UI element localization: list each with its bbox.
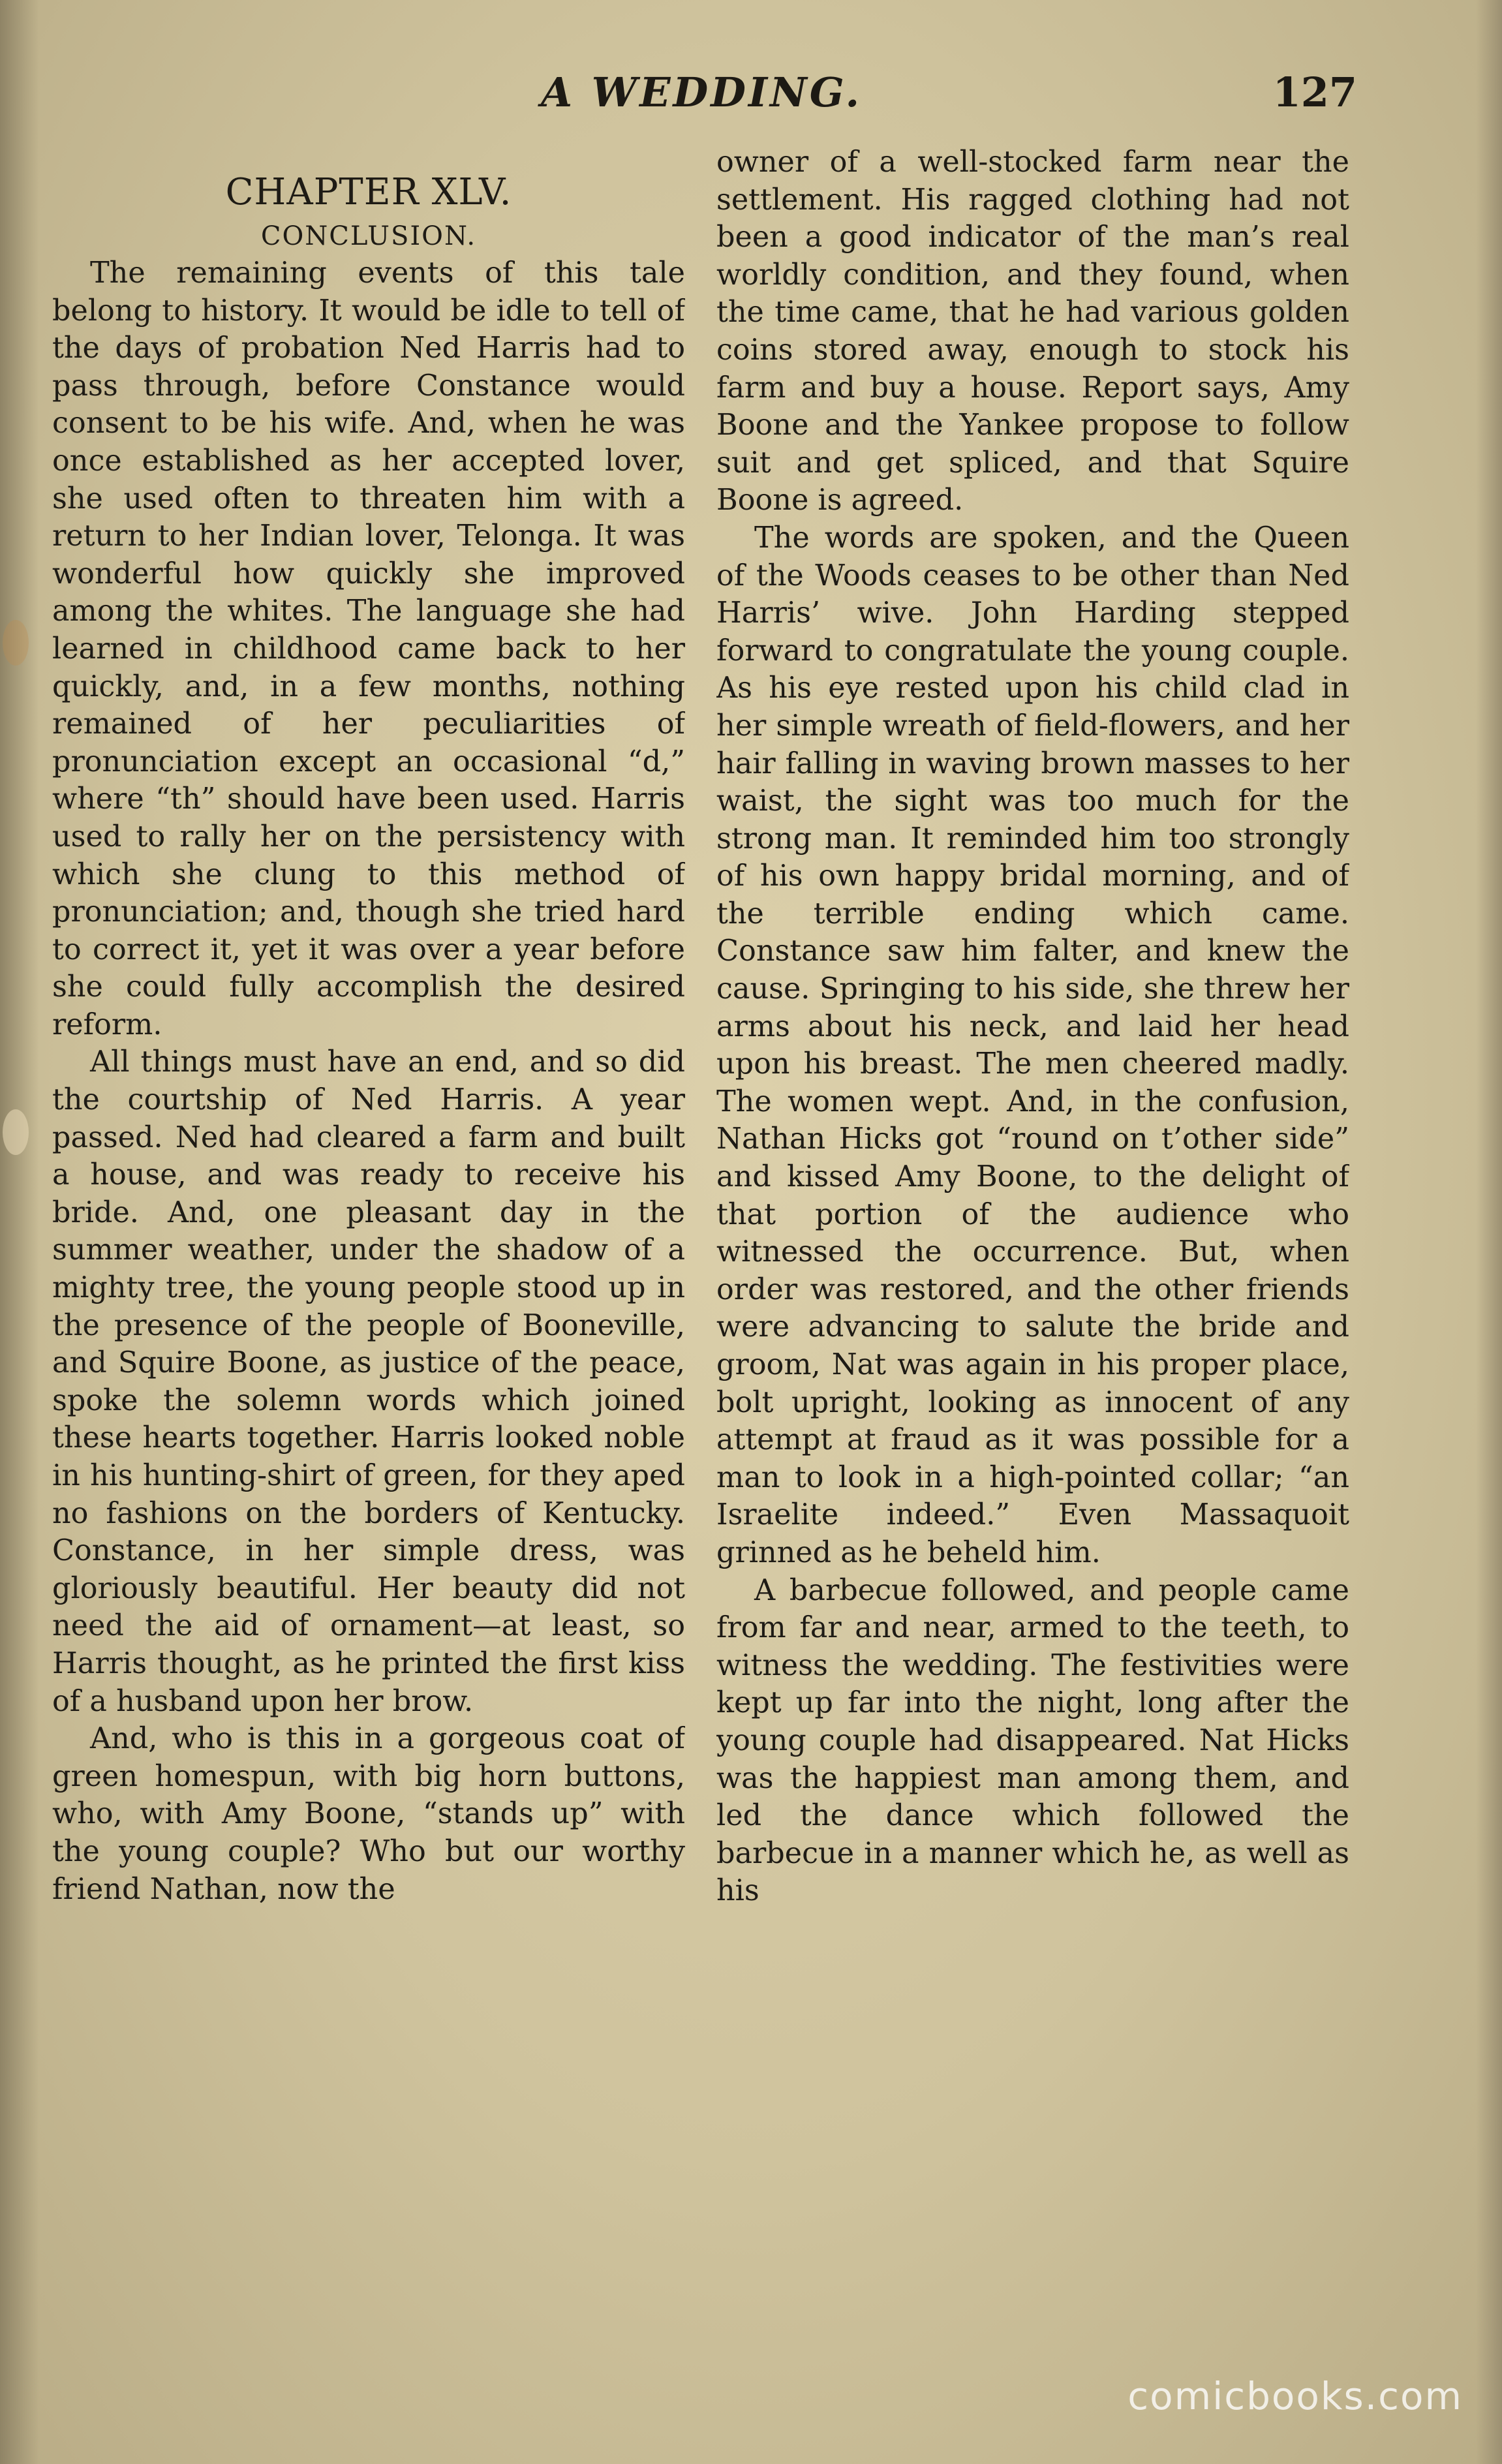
paragraph: All things must have an end, and so did the courtship of Ned Harris. A year passed. Ned had cleared a farm and built a house, and was ready to receive his bride. And, one pleasant day in the summer weather, under the shadow of a mighty tree, the young people stood up in the presence of the people of Booneville, and Squire Boone, as justice of the peace, spoke the solemn words which joined these hearts together. Harris looked noble in his hunting-shirt of green, for they aped no fashions on the borders of Kentucky. Constance, in her simple dress, was gloriously beautiful. Her beauty did not need the aid of ornament—at least, so Harris thought, as he printed the first kiss of a husband upon her brow. <box>52 1045 685 1718</box>
paragraph: And, who is this in a gorgeous coat of green homespun, with big horn buttons, who, with Amy Boone, “stands up” with the young couple? Who but our worthy friend Nathan, now the <box>52 1722 685 1906</box>
page-number: 127 <box>1272 69 1357 116</box>
left-column <box>52 144 685 2323</box>
page-stain <box>3 620 29 666</box>
running-head: A WEDDING. <box>540 69 863 116</box>
chapter-subtitle: CONCLUSION. <box>260 221 477 251</box>
page-stain <box>3 1109 29 1155</box>
right-column <box>716 144 1349 2323</box>
paragraph: owner of a well-stocked farm near the settlement. His ragged clothing had not been a good indicator of the man’s real worldly condition, and they found, when the time came, that he had various golden coins stored away, enough to stock his farm and buy a house. Report says, Amy Boone and the Yankee propose to follow suit and get spliced, and that Squire Boone is agreed. <box>716 146 1349 517</box>
watermark: comicbooks.com <box>1127 2374 1463 2418</box>
paragraph: The remaining events of this tale belong to history. It would be idle to tell of the days of probation Ned Harris had to pass through, before Constance would consent to be his wife. And, when he was once established as her accepted lover, she used often to threaten him with a return to her Indian lover, Telonga. It was wonderful how quickly she improved among the whites. The language she had learned in childhood came back to her quickly, and, in a few months, nothing remained of her peculiarities of pronunciation except an occasional “d,” where “th” should have been used. Harris used to rally her on the persistency with which she clung to this method of pronunciation; and, though she tried hard to correct it, yet it was over a year before she could fully accomplish the desired reform. <box>52 256 685 1041</box>
chapter-title: CHAPTER XLV. <box>225 171 512 213</box>
paragraph: A barbecue followed, and people came from far and near, armed to the teeth, to witness the wedding. The festivities were kept up far into the night, long after the young couple had disappeared. Nat Hicks was the happiest man among them, and led the dance which followed the barbecue in a manner which he, as well as his <box>716 1573 1349 1908</box>
page-header <box>46 69 1357 127</box>
paragraph: The words are spoken, and the Queen of the Woods ceases to be other than Ned Harris’ wive. John Harding stepped forward to congratulate the young couple. As his eye rested upon his child clad in her simple wreath of field-flowers, and her hair falling in waving brown masses to her waist, the sight was too much for the strong man. It reminded him too strongly of his own happy bridal morning, and of the terrible ending which came. Constance saw him falter, and knew the cause. Springing to his side, she threw her arms about his neck, and laid her head upon his breast. The men cheered madly. The women wept. And, in the confusion, Nathan Hicks got “round on t’other side” and kissed Amy Boone, to the delight of that portion of the audience who witnessed the occurrence. But, when order was restored, and the other friends were advancing to salute the bride and groom, Nat was again in his proper place, bolt upright, looking as innocent of any attempt at fraud as it was possible for a man to look in a high-pointed collar; “an Israelite indeed.” Even Massaquoit grinned as he beheld him. <box>716 521 1349 1569</box>
